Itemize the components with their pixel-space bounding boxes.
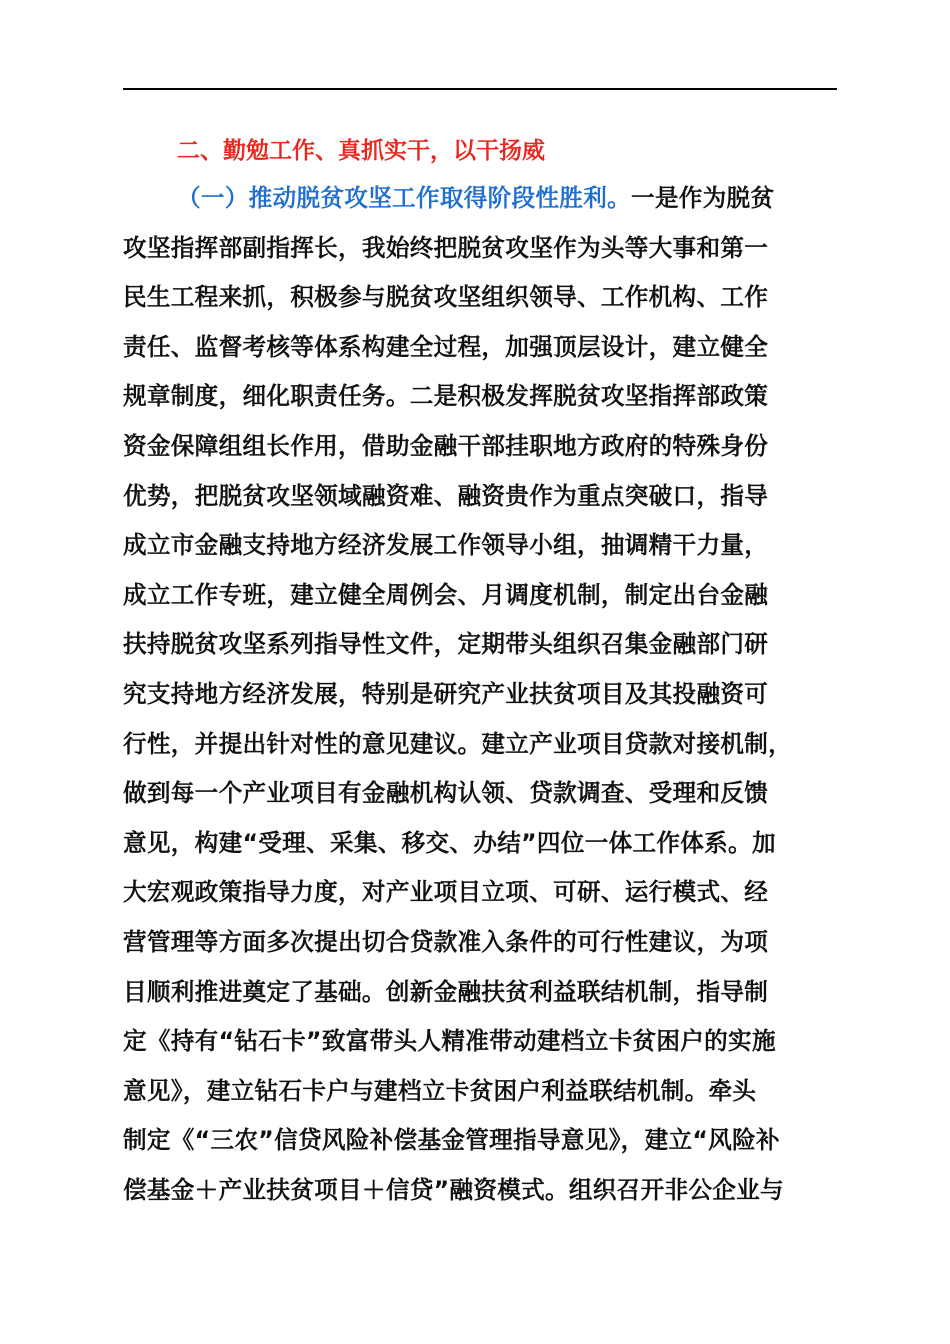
body-line: 行性，并提出针对性的意见建议。建立产业项目贷款对接机制，: [123, 729, 793, 758]
body-line: 一是作为脱贫: [630, 184, 775, 212]
body-line: 偿基金＋产业扶贫项目＋信贷”融资模式。组织召开非公企业与: [123, 1175, 784, 1204]
body-line: 规章制度，细化职责任务。二是积极发挥脱贫攻坚指挥部政策: [123, 382, 769, 411]
paragraph-first-line: [123, 178, 837, 228]
body-line: 目顺利推进奠定了基础。创新金融扶贫利益联结机制，指导制: [123, 977, 769, 1006]
body-line: 定《持有“钻石卡”致富带头人精准带动建档立卡贫困户的实施: [123, 1027, 776, 1056]
body-line: 成立工作专班，建立健全周例会、月调度机制，制定出台金融: [123, 580, 769, 609]
body-line: 意见，构建“受理、采集、移交、办结”四位一体工作体系。加: [123, 828, 776, 857]
subheading: （一）推动脱贫攻坚工作取得阶段性胜利。: [177, 184, 631, 212]
body-line: 究支持地方经济发展，特别是研究产业扶贫项目及其投融资可: [123, 679, 769, 708]
body-line: 扶持脱贫攻坚系列指导性文件，定期带头组织召集金融部门研: [123, 630, 769, 659]
body-line: 营管理等方面多次提出切合贷款准入条件的可行性建议，为项: [123, 927, 769, 956]
section-heading: 二、勤勉工作、真抓实干，以干扬威: [177, 138, 545, 164]
body-line: 民生工程来抓，积极参与脱贫攻坚组织领导、工作机构、工作: [123, 283, 769, 312]
body-line: 成立市金融支持地方经济发展工作领导小组，抽调精干力量，: [123, 531, 769, 560]
body-line: 做到每一个产业项目有金融机构认领、贷款调查、受理和反馈: [123, 779, 769, 808]
body-line: 大宏观政策指导力度，对产业项目立项、可研、运行模式、经: [123, 878, 769, 907]
body-text: [123, 178, 837, 1219]
body-line: 资金保障组组长作用，借助金融干部挂职地方政府的特殊身份: [123, 431, 769, 460]
body-line: 优势，把脱贫攻坚领域融资难、融资贵作为重点突破口，指导: [123, 481, 769, 510]
body-line: 意见》，建立钻石卡户与建档立卡贫困户利益联结机制。牵头: [123, 1076, 757, 1105]
body-line: 攻坚指挥部副指挥长，我始终把脱贫攻坚作为头等大事和第一: [123, 233, 769, 262]
body-line: 制定《“三农”信贷风险补偿基金管理指导意见》，建立“风险补: [123, 1126, 780, 1155]
body-line: 责任、监督考核等体系构建全过程，加强顶层设计，建立健全: [123, 332, 769, 361]
header-rule: [123, 88, 837, 90]
